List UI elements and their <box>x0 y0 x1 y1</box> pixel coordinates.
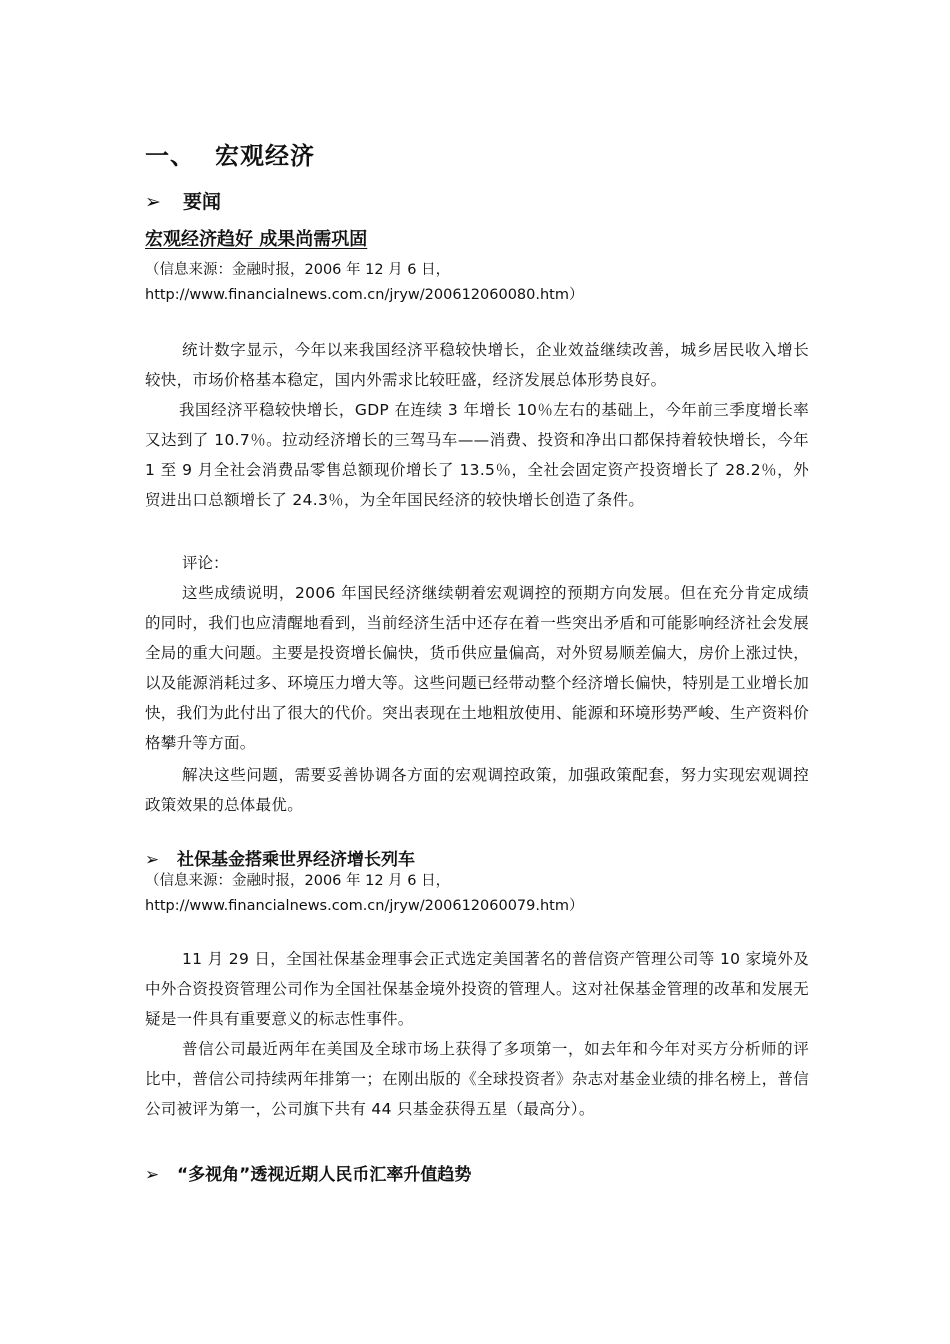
section-title: 宏观经济 <box>215 142 315 170</box>
comment-label: 评论： <box>182 554 229 572</box>
article-paragraph: 11 月 29 日，全国社保基金理事会正式选定美国著名的普信资产管理公司等 10 家境外及中外合资投资管理公司作为全国社保基金境外投资的管理人。这对社保基金管理的改革和发展无疑是一件具有重要意义的标志性事件。 <box>145 950 809 1028</box>
arrow-bullet-icon: ➢ <box>145 1165 160 1185</box>
article-heading <box>145 845 415 870</box>
article-source <box>145 258 825 308</box>
subsection-title: 要闻 <box>183 191 222 213</box>
article-title: “多视角”透视近期人民币汇率升值趋势 <box>177 1165 472 1185</box>
source-line: （信息来源：金融时报，2006 年 12 月 6 日， <box>145 262 451 278</box>
section-number: 一、 <box>145 142 195 170</box>
subsection-heading <box>145 187 221 214</box>
article-title: 宏观经济趋好 成果尚需巩固 <box>145 229 368 250</box>
article-paragraph: 统计数字显示，今年以来我国经济平稳较快增长，企业效益继续改善，城乡居民收入增长较快，市场价格基本稳定，国内外需求比较旺盛，经济发展总体形势良好。 <box>145 341 809 389</box>
article-title: 社保基金搭乘世界经济增长列车 <box>177 850 415 870</box>
article-paragraph: 普信公司最近两年在美国及全球市场上获得了多项第一，如去年和今年对买方分析师的评比中，普信公司持续两年排第一；在刚出版的《全球投资者》杂志对基金业绩的排名榜上，普信公司被评为第一，公司旗下共有 44 只基金获得五星（最高分）。 <box>145 1040 809 1118</box>
source-url: http://www.financialnews.com.cn/jryw/200612060079.htm） <box>145 898 584 914</box>
article-paragraph: 我国经济平稳较快增长，GDP 在连续 3 年增长 10％左右的基础上，今年前三季度增长率又达到了 10.7％。拉动经济增长的三驾马车——消费、投资和净出口都保持着较快增长，今年 1 至 9 月全社会消费品零售总额现价增长了 13.5％，全社会固定资产投资增长了 28.2％，外贸进出口总额增长了 24.3％，为全年国民经济的较快增长创造了条件。 <box>145 401 809 509</box>
section-heading <box>145 136 315 171</box>
source-line: （信息来源：金融时报，2006 年 12 月 6 日， <box>145 873 451 889</box>
arrow-bullet-icon: ➢ <box>145 850 160 870</box>
article-source <box>145 869 825 919</box>
comment-paragraph: 这些成绩说明，2006 年国民经济继续朝着宏观调控的预期方向发展。但在充分肯定成绩的同时，我们也应清醒地看到，当前经济生活中还存在着一些突出矛盾和可能影响经济社会发展全局的重大问题。主要是投资增长偏快，货币供应量偏高，对外贸易顺差偏大，房价上涨过快，以及能源消耗过多、环境压力增大等。这些问题已经带动整个经济增长偏快，特别是工业增长加快，我们为此付出了很大的代价。突出表现在土地粗放使用、能源和环境形势严峻、生产资料价格攀升等方面。 <box>145 584 809 752</box>
source-url: http://www.financialnews.com.cn/jryw/200612060080.htm） <box>145 287 584 303</box>
article-heading <box>145 1160 471 1185</box>
comment-paragraph: 解决这些问题，需要妥善协调各方面的宏观调控政策，加强政策配套，努力实现宏观调控政策效果的总体最优。 <box>145 766 809 814</box>
arrow-bullet-icon: ➢ <box>145 191 161 213</box>
